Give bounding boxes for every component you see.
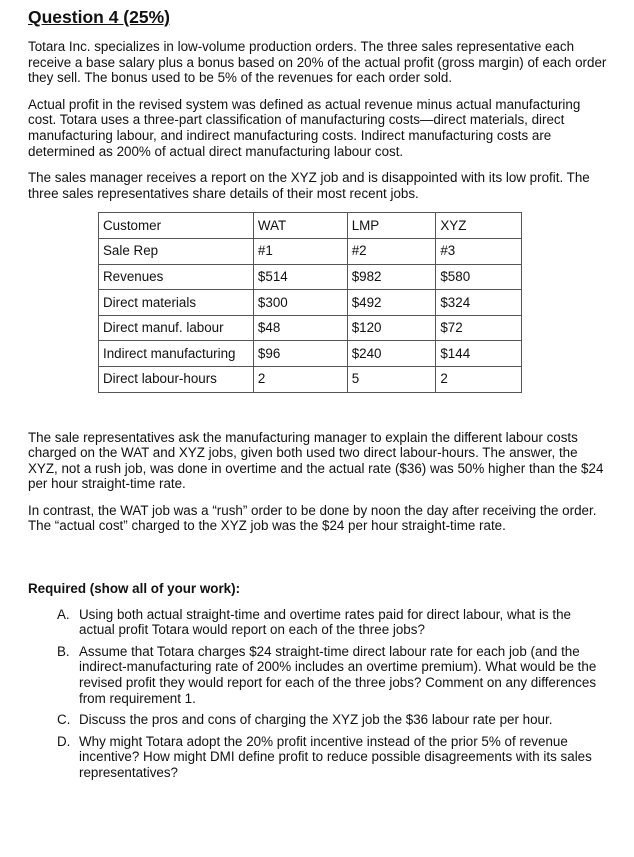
item-letter: D.: [57, 733, 71, 749]
table-cell: Direct labour-hours: [99, 366, 254, 392]
table-cell: $300: [253, 290, 347, 316]
rush-order-paragraph: In contrast, the WAT job was a “rush” order to be done by noon the day after receiving the order. The “actual cost” charged to the XYZ job was the $24 per hour straight-time rate.: [28, 502, 597, 534]
table-cell: #2: [347, 238, 436, 264]
table-cell: WAT: [253, 213, 347, 239]
table-cell: 5: [347, 366, 436, 392]
table-cell: $72: [436, 315, 522, 341]
list-item: [57, 733, 608, 781]
table-row: [99, 290, 522, 316]
table-cell: XYZ: [436, 213, 522, 239]
question-document: [28, 6, 608, 787]
intro-paragraph: Totara Inc. specializes in low-volume production orders. The three sales representative each receive a base salary plus a bonus based on 20% of the actual profit (gross margin) of each order they sell. The bonus used to be 5% of the revenues for each order sold.: [28, 39, 607, 86]
table-row: [99, 341, 522, 367]
spacer: [28, 545, 608, 581]
table-row: [99, 264, 522, 290]
table-row: [99, 213, 522, 239]
table-cell: $580: [436, 264, 522, 290]
item-letter: B.: [57, 643, 70, 659]
table-cell: $48: [253, 315, 347, 341]
table-cell: Direct manuf. labour: [99, 315, 254, 341]
table-cell: $492: [347, 290, 436, 316]
labour-cost-paragraph: The sale representatives ask the manufacturing manager to explain the different labour costs charged on the WAT and XYZ jobs, given both used two direct labour-hours. The answer, the XYZ, not a rush job, was done in overtime and the actual rate ($36) was 50% higher than the $24 per hour straight-time rate.: [28, 429, 604, 492]
table-cell: Revenues: [99, 264, 254, 290]
table-cell: Sale Rep: [99, 238, 254, 264]
list-item: [57, 643, 608, 706]
profit-definition-paragraph: Actual profit in the revised system was defined as actual revenue minus actual manufacturing cost. Totara uses a three-part classification of manufacturing costs—direct materials, direct manufacturing labour, and indirect manufacturing costs. Indirect manufacturing costs are determined as 200% of actual direct manufacturing labour cost.: [28, 96, 581, 159]
table-cell: 2: [253, 366, 347, 392]
list-item: [57, 712, 608, 728]
item-letter: A.: [57, 606, 70, 622]
requirements-list: [28, 607, 608, 781]
table-cell: Direct materials: [99, 290, 254, 316]
item-text: Why might Totara adopt the 20% profit incentive instead of the prior 5% of revenue incentive? How might DMI define profit to reduce possible disagreements with its sales representatives?: [79, 733, 592, 780]
table-cell: Customer: [99, 213, 254, 239]
table-cell: LMP: [347, 213, 436, 239]
item-text: Discuss the pros and cons of charging the XYZ job the $36 labour rate per hour.: [79, 712, 553, 728]
table-row: [99, 238, 522, 264]
required-heading: Required (show all of your work):: [28, 581, 241, 597]
table-cell: $982: [347, 264, 436, 290]
table-row: [99, 315, 522, 341]
table-cell: $240: [347, 341, 436, 367]
item-text: Using both actual straight-time and overtime rates paid for direct labour, what is the actual profit Totara would report on each of the three jobs?: [79, 606, 571, 638]
table-cell: $96: [253, 341, 347, 367]
jobs-table: [98, 212, 522, 392]
item-text: Assume that Totara charges $24 straight-time direct labour rate for each job (and the indirect-manufacturing rate of 200% includes an overtime premium). What would be the revised profit they would report for each of the three jobs? Comment on any differences from requirement 1.: [79, 643, 597, 706]
table-cell: $144: [436, 341, 522, 367]
table-cell: #3: [436, 238, 522, 264]
sales-manager-paragraph: The sales manager receives a report on the XYZ job and is disappointed with its low profit. The three sales representatives share details of their most recent jobs.: [28, 170, 590, 201]
table-cell: #1: [253, 238, 347, 264]
table-cell: $120: [347, 315, 436, 341]
table-cell: $324: [436, 290, 522, 316]
table-cell: 2: [436, 366, 522, 392]
table-cell: $514: [253, 264, 347, 290]
list-item: [57, 606, 608, 638]
item-letter: C.: [57, 712, 71, 728]
table-cell: Indirect manufacturing: [99, 341, 254, 367]
table-row: [99, 366, 522, 392]
question-title: Question 4 (25%): [28, 7, 170, 27]
